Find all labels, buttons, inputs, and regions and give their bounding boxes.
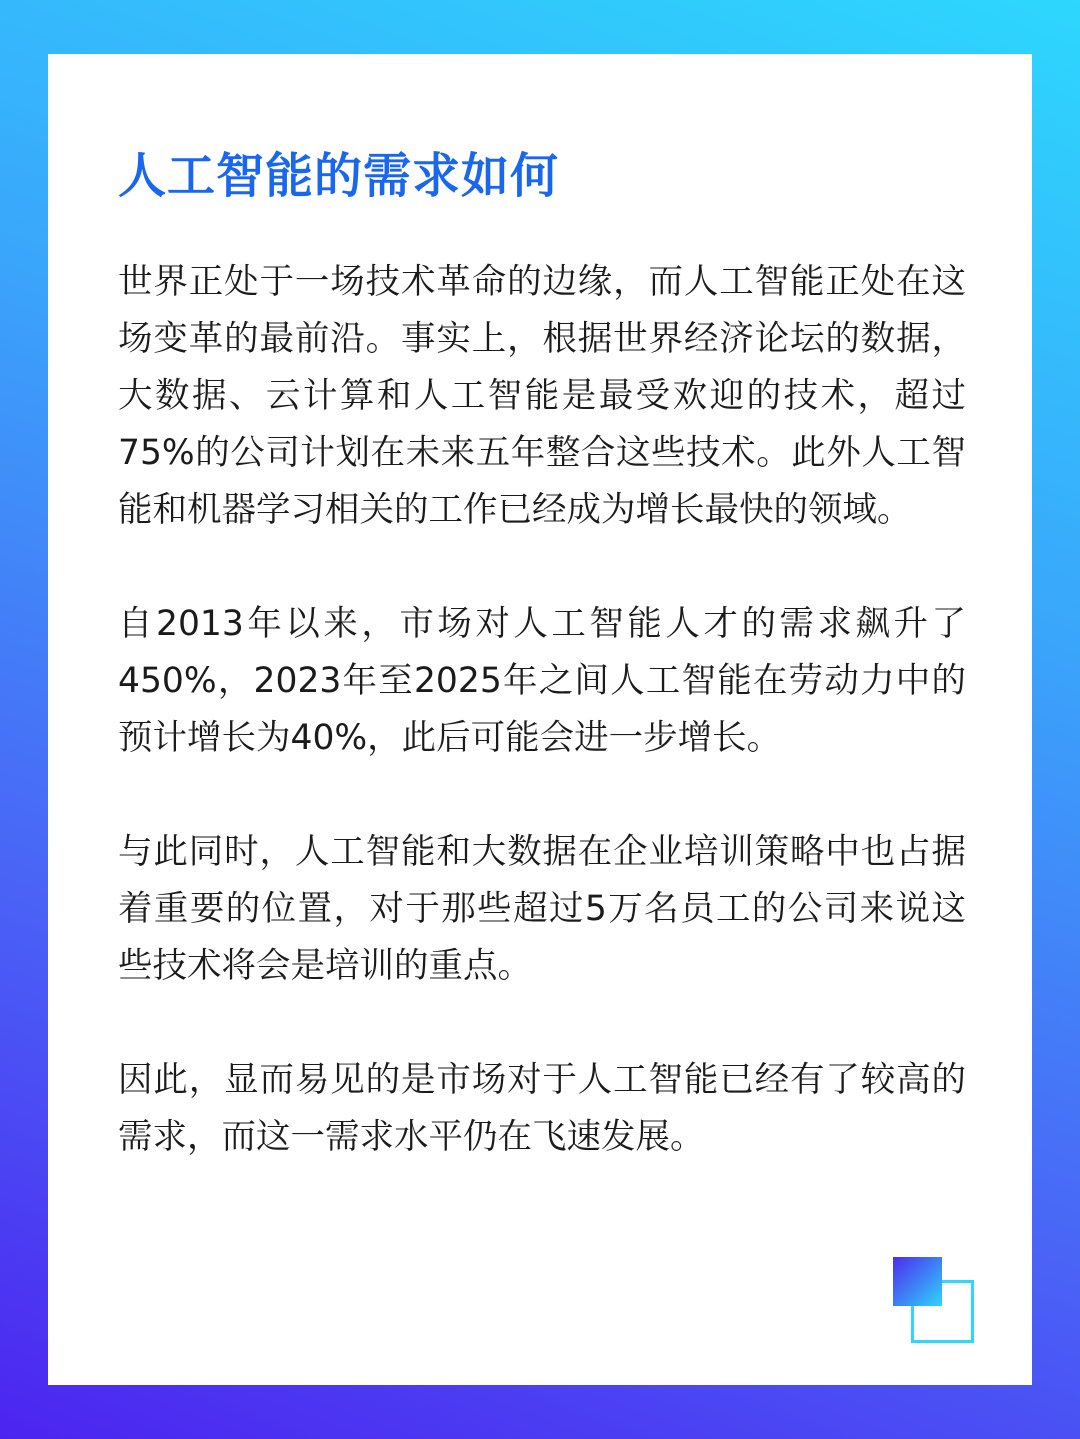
paragraph-2: 自2013年以来，市场对人工智能人才的需求飙升了450%，2023年至2025年之间人工智能在劳动力中的预计增长为40%，此后可能会进一步增长。 (118, 604, 966, 758)
filled-square (893, 1257, 942, 1306)
paragraph-3: 与此同时，人工智能和大数据在企业培训策略中也占据着重要的位置，对于那些超过5万名员工的公司来说这些技术将会是培训的重点。 (118, 832, 966, 986)
page-title: 人工智能的需求如何 (118, 148, 560, 204)
article-body (118, 254, 966, 1223)
paragraph-1: 世界正处于一场技术革命的边缘，而人工智能正处在这场变革的最前沿。事实上，根据世界经济论坛的数据，大数据、云计算和人工智能是最受欢迎的技术，超过75%的公司计划在未来五年整合这些技术。此外人工智能和机器学习相关的工作已经成为增长最快的领域。 (118, 262, 966, 530)
paragraph-4: 因此，显而易见的是市场对于人工智能已经有了较高的需求，而这一需求水平仍在飞速发展。 (118, 1060, 966, 1157)
overlapping-squares-icon (893, 1257, 983, 1352)
content-card (48, 54, 1032, 1385)
